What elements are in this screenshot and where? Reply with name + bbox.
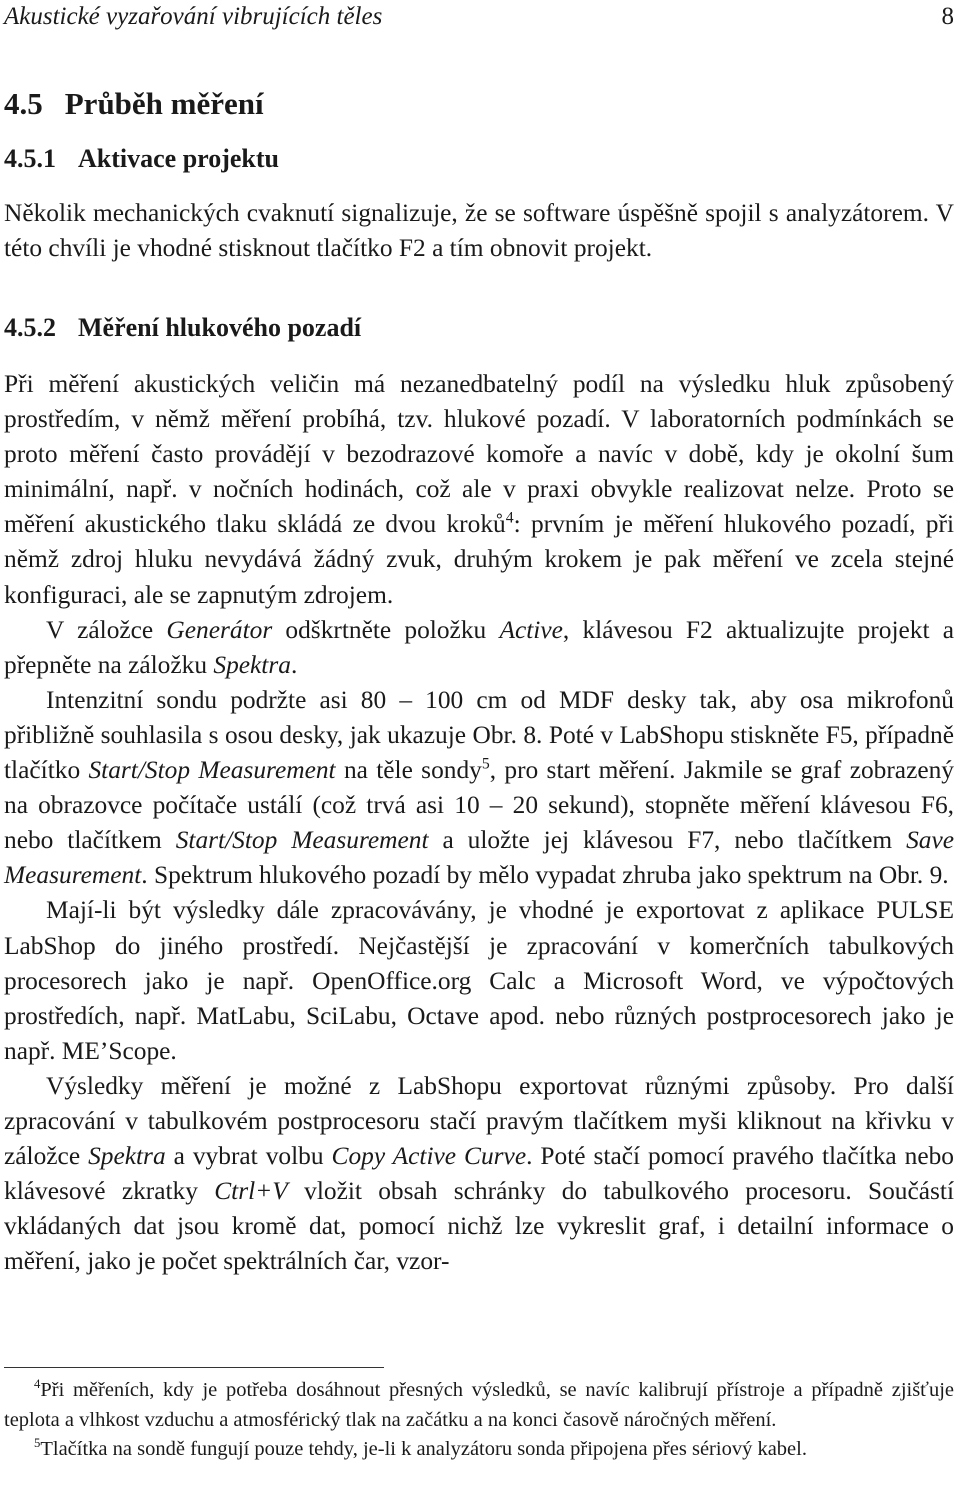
text-run: Intenzitní sondu podržte asi 80 – 100 cm od MDF desky tak, aby osa mikrofonů přibližně souhlasila s osou desky, jak ukazuje Obr. 8. Poté v LabShopu stiskněte F5, případně tlačítko <box>4 685 954 785</box>
footnote-text: Tlačítka na sondě fungují pouze tehdy, je-li k analyzátoru sonda připojena přes sériový kabel. <box>40 1438 807 1460</box>
paragraph-5 <box>4 1069 954 1280</box>
italic-term: Spektra <box>213 650 291 679</box>
text-run: , klávesou F2 aktualizujte projekt a přepněte na záložku <box>4 615 955 679</box>
text-run: a uložte jej klávesou F7, nebo tlačítkem <box>428 826 907 855</box>
subsection-heading-activation <box>4 143 279 175</box>
footnote-divider <box>4 1367 384 1368</box>
background-noise-text <box>4 367 954 1279</box>
running-header <box>4 0 954 34</box>
italic-term: Copy Active Curve <box>331 1142 527 1171</box>
section-number: 4.5 <box>4 86 43 121</box>
text-run: . Poté stačí pomocí pravého tlačítka nebo klávesové zkratky <box>4 1142 954 1206</box>
footnote-mark: 4 <box>34 1377 41 1392</box>
text-run: vložit obsah schránky do tabulkového procesoru. Součástí vkládaných dat jsou kromě dat, pomocí nichž lze vykreslit graf, i detailní informace o měření, jako je počet spektrálních čar, vzor- <box>4 1177 954 1276</box>
footnote-5 <box>4 1435 954 1465</box>
subsection-number: 4.5.1 <box>4 144 56 173</box>
italic-term: Spektra <box>88 1142 166 1171</box>
activation-text <box>4 196 954 266</box>
text-run: Při měření akustických veličin má nezanedbatelný podíl na výsledku hluk způsobený prostředím, v němž měření probíhá, tzv. hlukové pozadí. V laboratorních podmínkách se proto měření často provádějí v bezodrazové komoře a navíc v době, kdy je okolní šum minimální, např. v nočních hodinách, což ale v praxi obvykle realizovat nelze. Proto se měření akustického tlaku skládá ze dvou kroků <box>4 370 954 539</box>
subsection-title: Měření hlukového pozadí <box>78 313 362 342</box>
italic-term: Start/Stop Measurement <box>88 756 336 785</box>
text-run: na těle sondy <box>335 756 482 785</box>
text-run: , pro start měření. Jakmile se graf zobrazený na obrazovce počítače ustálí (což trvá asi 10 – 20 sekund), stopněte měření klávesou F6, nebo tlačítkem <box>4 756 955 855</box>
footnote-ref-4[interactable]: 4 <box>505 509 514 527</box>
italic-term: Start/Stop Measurement <box>175 826 429 855</box>
running-header-title: Akustické vyzařování vibrujících těles <box>4 3 383 30</box>
text-run: V záložce <box>46 615 167 644</box>
section-title: Průběh měření <box>64 86 264 121</box>
paragraph-2 <box>4 613 954 683</box>
paragraph-4: Mají-li být výsledky dále zpracovávány, je vhodné je exportovat z aplikace PULSE LabShop do jiného prostředí. Nejčastější je zpracování v komerčních tabulkových procesorech jako je např. OpenOffice.org Calc a Microsoft Word, ve výpočtových prostředích, např. MatLabu, SciLabu, Octave apod. nebo různých postprocesorech jako je např. ME’Scope. <box>4 896 954 1065</box>
subsection-number: 4.5.2 <box>4 313 56 342</box>
italic-term: Ctrl+V <box>214 1177 288 1206</box>
footnote-ref-5[interactable]: 5 <box>481 755 490 773</box>
text-run: . Spektrum hlukového pozadí by mělo vypadat zhruba jako spektrum na Obr. 9. <box>141 861 949 890</box>
page-number: 8 <box>941 3 954 30</box>
footnote-text: Při měřeních, kdy je potřeba dosáhnout přesných výsledků, se navíc kalibrují přístroje a případně zjišťuje teplota a vlhkost vzduchu a atmosférický tlak na začátku a na konci časově náročných měření. <box>4 1379 954 1431</box>
text-run: Výsledky měření je možné z LabShopu exportovat různými způsoby. Pro další zpracování v tabulkovém postprocesoru stačí pravým tlačítkem myši kliknout na křivku v záložce <box>4 1071 954 1171</box>
text-run: . <box>290 650 298 679</box>
subsection-title: Aktivace projektu <box>78 144 280 173</box>
paragraph-3 <box>4 683 954 894</box>
footnote-mark: 5 <box>34 1436 41 1451</box>
text-run: odškrtněte položku <box>272 615 500 644</box>
italic-term: Save Measurement <box>4 826 954 890</box>
italic-term: Generátor <box>166 615 273 644</box>
text-run: : prvním je měření hlukového pozadí, při němž zdroj hluku nevydává žádný zvuk, druhým krokem je pak měření ve zcela stejné konfiguraci, ale se zapnutým zdrojem. <box>4 510 954 609</box>
footnote-4 <box>4 1376 954 1435</box>
section-heading <box>4 86 264 122</box>
paragraph-1 <box>4 367 954 613</box>
subsection-heading-background-noise <box>4 312 361 344</box>
italic-term: Active <box>499 615 563 644</box>
paragraph: Několik mechanických cvaknutí signalizuje, že se software úspěšně spojil s analyzátorem. V této chvíli je vhodné stisknout tlačítko F2 a tím obnovit projekt. <box>4 199 954 263</box>
footnotes <box>4 1376 954 1465</box>
text-run: a vybrat volbu <box>165 1142 332 1171</box>
